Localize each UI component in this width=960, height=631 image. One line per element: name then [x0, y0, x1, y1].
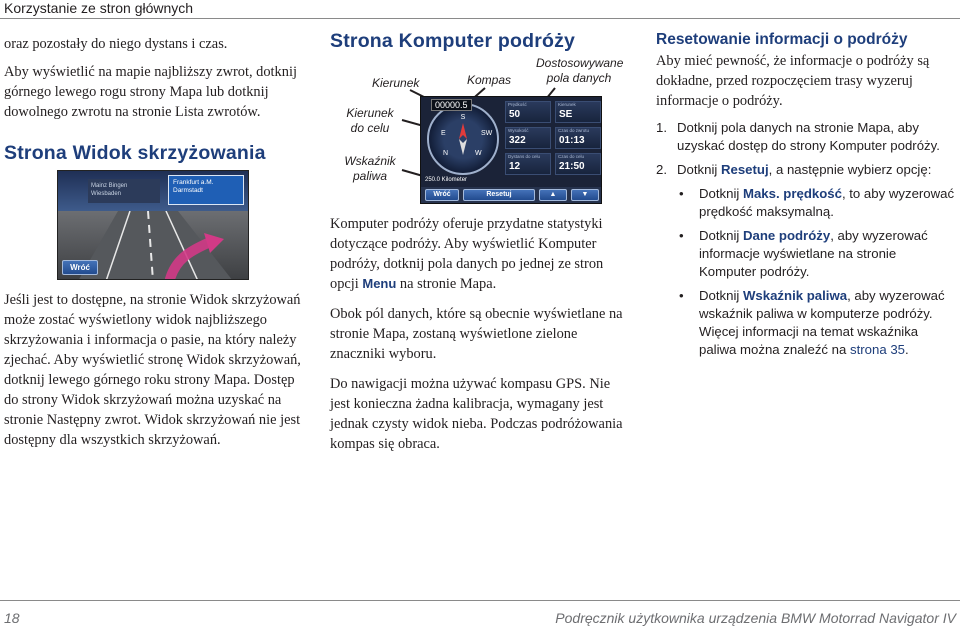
reset-keyword: Resetuj	[720, 162, 769, 177]
data-field-speed[interactable]: Prędkość 50	[505, 101, 551, 123]
data-field-time-to-destination[interactable]: Czas do celu 21:50	[555, 153, 601, 175]
fuel-gauge-keyword: Wskaźnik paliwa	[742, 288, 848, 303]
callout-fuel-gauge: Wskaźnik paliwa	[344, 154, 396, 183]
trip-button-bar	[421, 187, 601, 203]
page-link[interactable]: strona 35	[850, 342, 906, 357]
svg-text:S: S	[460, 114, 466, 121]
intersection-view-screenshot	[57, 170, 249, 280]
trip-data-keyword: Dane podróży	[742, 228, 831, 243]
trip-computer-body	[330, 214, 628, 464]
menu-keyword: Menu	[362, 276, 397, 291]
callout-data-fields: Dostosowywane pola danych	[536, 56, 624, 85]
trip-computer-paragraph-1: Komputer podróży oferuje przydatne statystyki dotyczące podróży. Aby wyświetlić Komputer podróży, dotknij pola danych po jednej ze stron opcji Menu na stronie Mapa.	[330, 216, 604, 292]
reset-intro-text: Aby mieć pewność, że informacje o podróży są dokładne, przed rozpoczęciem trasy wyzeruj informacje o podróży.	[656, 53, 930, 109]
arrow-down-icon: ▼	[581, 191, 589, 198]
manual-title: Podręcznik użytkownika urządzenia BMW Motorrad Navigator IV	[555, 610, 956, 626]
column-right	[656, 30, 956, 365]
back-button[interactable]: Wróć	[425, 189, 459, 201]
step-number: 1.	[656, 120, 667, 135]
trip-computer-screenshot	[420, 96, 602, 204]
data-field-heading[interactable]: Kierunek SE	[555, 101, 601, 123]
callout-kompas: Kompas	[467, 73, 512, 87]
footer-divider	[0, 600, 960, 601]
step-2: 2. Dotknij Resetuj, a następnie wybierz opcję:	[656, 162, 932, 177]
max-speed-keyword: Maks. prędkość	[742, 186, 842, 201]
step-1: 1. Dotknij pola danych na stronie Mapa, aby uzyskać dostęp do strony Komputer podróży.	[656, 120, 940, 153]
data-field-distance-to-destination[interactable]: Dystans do celu 12	[505, 153, 551, 175]
data-field-altitude[interactable]: Wysokość 322	[505, 127, 551, 149]
section-heading-intersection: Strona Widok skrzyżowania	[4, 142, 266, 164]
intro-text: oraz pozostały do niego dystans i czas.	[4, 36, 228, 52]
trip-computer-paragraph-3: Do nawigacji można używać kompasu GPS. Nie jest konieczna żadna kalibracja, wymagany jest jednak czysty widok nieba. Podczas podróżowania kompas się obraca.	[330, 376, 623, 452]
svg-text:SW: SW	[481, 130, 493, 137]
option-trip-data: • Dotknij Dane podróży, aby wyzerować informacje wyświetlane na stronie Komputer podróży.	[679, 228, 928, 279]
reset-options-list	[656, 185, 956, 359]
header-divider	[0, 18, 960, 19]
nearest-turn-paragraph: Aby wyświetlić na mapie najbliższy zwrot, dotknij górnego lewego rogu strony Mapa lub dotknij dowolnego zwrotu na stronie Lista zwrotów.	[4, 64, 297, 120]
option-max-speed: • Dotknij Maks. prędkość, to aby wyzerować prędkość maksymalną.	[679, 186, 955, 219]
bullet-icon: •	[679, 228, 684, 243]
svg-text:N: N	[443, 150, 449, 157]
arrow-up-icon: ▲	[549, 191, 557, 198]
back-button[interactable]: Wróć	[62, 260, 98, 275]
callout-bearing: Kierunek do celu	[346, 106, 394, 135]
data-field-time-to-turn[interactable]: Czas do zwrotu 01:13	[555, 127, 601, 149]
bullet-icon: •	[679, 288, 684, 303]
odometer-readout: 00000.5	[431, 99, 472, 111]
reset-steps	[656, 119, 956, 359]
bullet-icon: •	[679, 186, 684, 201]
scroll-down-button[interactable]	[571, 189, 599, 201]
callout-kierunek: Kierunek	[372, 76, 420, 90]
svg-text:W: W	[475, 150, 482, 157]
section-heading-reset: Resetowanie informacji o podróży	[656, 31, 908, 48]
scroll-up-button[interactable]	[539, 189, 567, 201]
option-fuel-gauge: • Dotknij Wskaźnik paliwa, aby wyzerować wskaźnik paliwa w komputerze podróży. Więcej informacji na temat wskaźnika paliwa można znaleźć na strona 35.	[679, 288, 945, 357]
step-number: 2.	[656, 162, 667, 177]
trip-computer-paragraph-2: Obok pól danych, które są obecnie wyświetlane na stronie Mapa, zostaną wyświetlone zielone znaczniki wyboru.	[330, 306, 623, 362]
running-header: Korzystanie ze stron głównych	[4, 0, 194, 16]
road-sign-left: Mainz Bingen Wiesbaden	[88, 179, 160, 203]
svg-text:E: E	[441, 130, 446, 137]
intersection-body-text: Jeśli jest to dostępne, na stronie Widok skrzyżowań może zostać wyświetlony widok najbliższego skrzyżowania i informacja o pasie, na który należy zjechać. Aby wyświetlić stronę Widok skrzyżowań, dotknij lewego górnego roku strony Mapa. Dostęp do strony Widok skrzyżowań można uzyskać na stronie Następny zwrot. Widok skrzyżowań nie jest dostępny dla wszystkich skrzyżowań.	[4, 292, 301, 448]
compass-icon	[427, 103, 499, 175]
page-number: 18	[4, 610, 20, 626]
fuel-gauge-readout: 250.0 Kilometer	[425, 177, 468, 183]
road-sign-right: Frankfurt a.M. Darmstadt	[168, 175, 244, 205]
reset-button[interactable]: Resetuj	[463, 189, 535, 201]
section-heading-trip-computer: Strona Komputer podróży	[330, 30, 576, 52]
